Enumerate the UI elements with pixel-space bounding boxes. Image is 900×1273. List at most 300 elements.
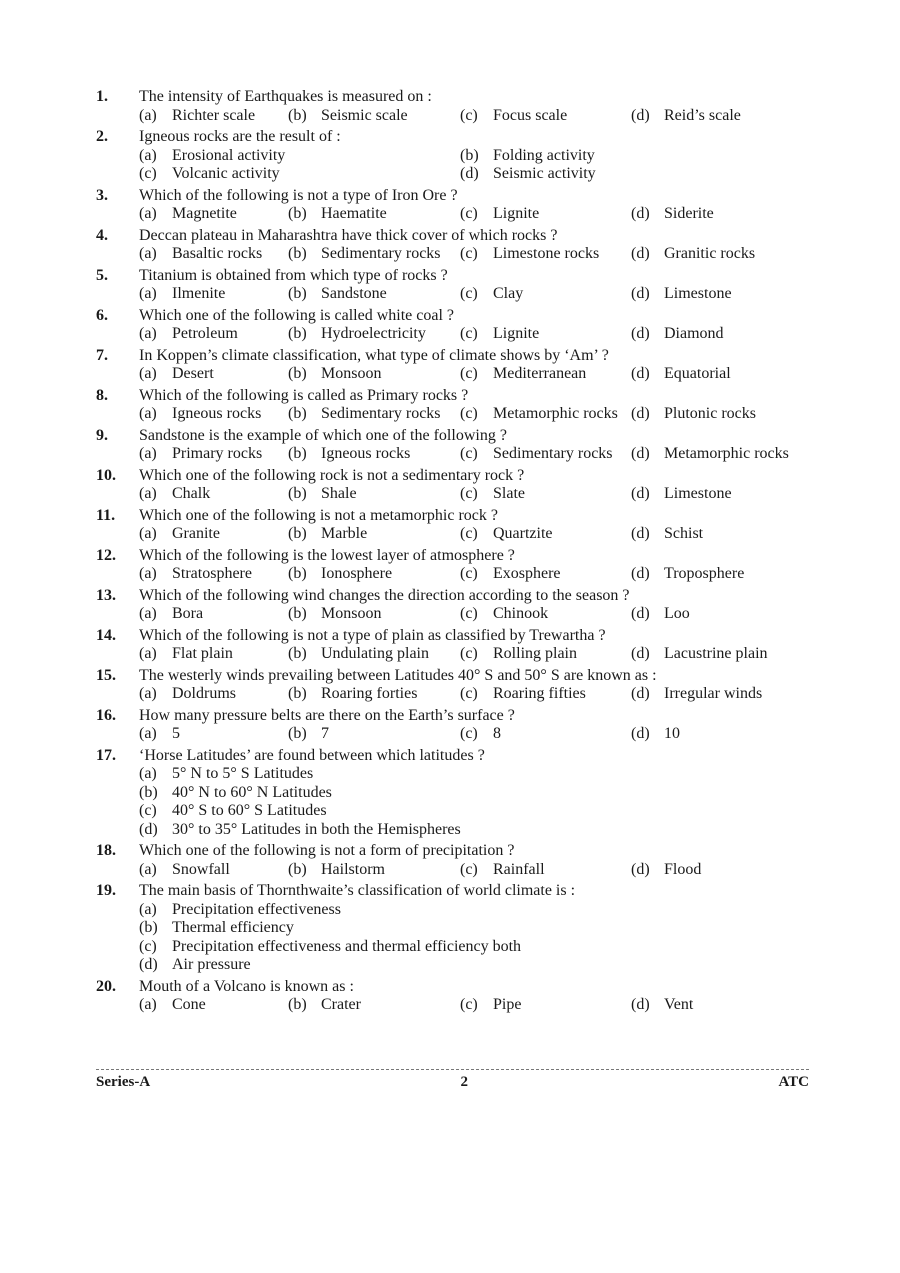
option-label: (b) bbox=[288, 996, 307, 1013]
option-item bbox=[288, 645, 460, 664]
option-text: Thermal efficiency bbox=[172, 919, 294, 936]
question-number: 3. bbox=[96, 186, 108, 204]
option-label: (b) bbox=[139, 919, 158, 936]
option-item bbox=[288, 685, 460, 704]
option-text: Mediterranean bbox=[493, 365, 587, 382]
option-label: (a) bbox=[139, 365, 157, 382]
option-item bbox=[460, 405, 631, 424]
option-label: (c) bbox=[139, 165, 157, 182]
option-item bbox=[139, 147, 460, 166]
option-label: (c) bbox=[460, 325, 478, 342]
option-text: Hydroelectricity bbox=[321, 325, 426, 342]
option-label: (d) bbox=[631, 205, 650, 222]
question-text: How many pressure belts are there on the Earth’s surface ? bbox=[139, 706, 515, 724]
paper-code: ATC bbox=[778, 1074, 809, 1090]
question-number: 2. bbox=[96, 128, 108, 145]
option-text: Reid’s scale bbox=[664, 106, 741, 124]
option-label: (d) bbox=[460, 165, 479, 182]
option-text: Sedimentary rocks bbox=[493, 445, 613, 462]
option-item bbox=[288, 325, 460, 344]
option-text: Monsoon bbox=[321, 365, 382, 382]
option-label: (a) bbox=[139, 405, 157, 422]
option-item bbox=[139, 485, 288, 504]
option-text: Magnetite bbox=[172, 205, 237, 222]
question-number: 7. bbox=[96, 346, 108, 364]
question-item bbox=[0, 387, 900, 424]
option-text: Lacustrine plain bbox=[664, 645, 768, 662]
option-text: Granite bbox=[172, 525, 220, 542]
option-item bbox=[288, 365, 460, 384]
option-text: Folding activity bbox=[493, 146, 595, 164]
option-label: (d) bbox=[631, 605, 650, 622]
option-label: (d) bbox=[631, 525, 650, 542]
option-item bbox=[460, 685, 631, 704]
option-item bbox=[631, 645, 768, 664]
option-item bbox=[288, 605, 460, 624]
option-label: (d) bbox=[631, 485, 650, 502]
option-label: (c) bbox=[460, 525, 478, 542]
question-text: Which of the following is the lowest layer of atmosphere ? bbox=[139, 546, 515, 564]
option-label: (b) bbox=[288, 525, 307, 542]
option-item bbox=[460, 605, 631, 624]
question-item bbox=[0, 347, 900, 384]
options-row bbox=[139, 325, 900, 344]
series-label: Series-A bbox=[96, 1074, 151, 1090]
question-text: In Koppen’s climate classification, what type of climate shows by ‘Am’ ? bbox=[139, 346, 609, 364]
question-item bbox=[0, 267, 900, 304]
option-item bbox=[460, 365, 631, 384]
option-text: Roaring fifties bbox=[493, 685, 586, 702]
option-item bbox=[631, 405, 756, 424]
option-item bbox=[460, 165, 596, 184]
option-text: Doldrums bbox=[172, 685, 236, 702]
option-label: (b) bbox=[288, 485, 307, 502]
option-item bbox=[139, 565, 288, 584]
option-item bbox=[460, 147, 595, 166]
option-text: Shale bbox=[321, 485, 357, 502]
option-label: (d) bbox=[631, 405, 650, 422]
option-item bbox=[631, 365, 731, 384]
options-row bbox=[139, 165, 900, 184]
option-item bbox=[139, 802, 900, 821]
option-label: (a) bbox=[139, 146, 157, 164]
option-text: Limestone bbox=[664, 285, 732, 302]
question-item bbox=[0, 128, 900, 184]
option-item bbox=[460, 445, 631, 464]
options-row bbox=[139, 485, 900, 504]
options-row bbox=[139, 685, 900, 704]
option-label: (c) bbox=[460, 205, 478, 222]
option-item bbox=[139, 405, 288, 424]
question-text: Mouth of a Volcano is known as : bbox=[139, 977, 354, 995]
option-text: Bora bbox=[172, 605, 204, 622]
options-row bbox=[139, 605, 900, 624]
option-text: Ionosphere bbox=[321, 565, 393, 582]
option-item bbox=[460, 285, 631, 304]
option-label: (a) bbox=[139, 525, 157, 542]
question-item bbox=[0, 667, 900, 704]
option-label: (d) bbox=[631, 325, 650, 342]
option-label: (a) bbox=[139, 605, 157, 622]
option-item bbox=[631, 725, 680, 744]
question-item bbox=[0, 978, 900, 1015]
option-item bbox=[139, 919, 900, 938]
option-item bbox=[139, 956, 900, 975]
question-number: 16. bbox=[96, 706, 116, 724]
option-label: (b) bbox=[288, 106, 307, 124]
option-text: Monsoon bbox=[321, 605, 382, 622]
option-item bbox=[139, 107, 288, 126]
option-text: Loo bbox=[664, 605, 690, 622]
option-item bbox=[631, 205, 714, 224]
options-list bbox=[139, 765, 900, 839]
question-number: 10. bbox=[96, 466, 116, 484]
option-text: 8 bbox=[493, 725, 501, 742]
option-item bbox=[460, 325, 631, 344]
option-label: (a) bbox=[139, 996, 157, 1013]
question-number: 6. bbox=[96, 306, 108, 324]
option-text: Focus scale bbox=[493, 106, 568, 124]
question-number: 19. bbox=[96, 882, 116, 899]
page-footer bbox=[96, 1069, 809, 1091]
option-item bbox=[139, 685, 288, 704]
option-item bbox=[631, 445, 789, 464]
option-text: Seismic activity bbox=[493, 165, 596, 182]
question-text: Which of the following is not a type of Iron Ore ? bbox=[139, 186, 458, 204]
question-item bbox=[0, 547, 900, 584]
option-text: Lignite bbox=[493, 205, 540, 222]
option-label: (b) bbox=[288, 245, 307, 262]
question-item bbox=[0, 307, 900, 344]
option-label: (b) bbox=[288, 285, 307, 302]
option-item bbox=[139, 525, 288, 544]
option-label: (c) bbox=[460, 645, 478, 662]
option-label: (b) bbox=[288, 645, 307, 662]
options-row bbox=[139, 861, 900, 880]
option-label: (d) bbox=[631, 245, 650, 262]
option-item bbox=[460, 996, 631, 1015]
options-row bbox=[139, 285, 900, 304]
option-text: Basaltic rocks bbox=[172, 245, 263, 262]
option-text: Clay bbox=[493, 285, 524, 302]
option-text: Stratosphere bbox=[172, 565, 252, 582]
option-text: Snowfall bbox=[172, 860, 230, 878]
option-item bbox=[139, 996, 288, 1015]
question-item bbox=[0, 227, 900, 264]
option-label: (d) bbox=[631, 685, 650, 702]
question-item bbox=[0, 747, 900, 840]
option-item bbox=[139, 645, 288, 664]
option-text: Hailstorm bbox=[321, 860, 385, 878]
question-text: Which one of the following is not a form of precipitation ? bbox=[139, 842, 515, 859]
option-text: Petroleum bbox=[172, 325, 238, 342]
option-label: (b) bbox=[288, 725, 307, 742]
question-item bbox=[0, 88, 900, 125]
question-number: 4. bbox=[96, 226, 108, 244]
options-row bbox=[139, 205, 900, 224]
option-item bbox=[288, 485, 460, 504]
option-label: (c) bbox=[139, 802, 157, 819]
option-item bbox=[288, 405, 460, 424]
option-item bbox=[631, 325, 724, 344]
option-text: Quartzite bbox=[493, 525, 553, 542]
question-number: 5. bbox=[96, 266, 108, 284]
option-label: (d) bbox=[631, 365, 650, 382]
option-label: (c) bbox=[460, 485, 478, 502]
question-text: The westerly winds prevailing between Latitudes 40° S and 50° S are known as : bbox=[139, 666, 657, 684]
option-label: (c) bbox=[460, 685, 478, 702]
option-item bbox=[139, 205, 288, 224]
option-text: Haematite bbox=[321, 205, 387, 222]
question-number: 1. bbox=[96, 88, 108, 105]
option-label: (a) bbox=[139, 685, 157, 702]
option-label: (a) bbox=[139, 106, 157, 124]
page-number: 2 bbox=[460, 1074, 469, 1090]
option-item bbox=[139, 165, 460, 184]
option-label: (c) bbox=[460, 860, 478, 878]
option-text: Pipe bbox=[493, 996, 522, 1013]
question-text: Deccan plateau in Maharashtra have thick cover of which rocks ? bbox=[139, 226, 558, 244]
option-label: (c) bbox=[460, 405, 478, 422]
option-text: Troposphere bbox=[664, 565, 745, 582]
question-item bbox=[0, 187, 900, 224]
option-label: (a) bbox=[139, 860, 157, 878]
question-text: Igneous rocks are the result of : bbox=[139, 128, 341, 145]
option-item bbox=[460, 525, 631, 544]
option-text: Marble bbox=[321, 525, 368, 542]
option-item bbox=[288, 245, 460, 264]
option-label: (b) bbox=[288, 605, 307, 622]
question-text: Which of the following is not a type of plain as classified by Trewartha ? bbox=[139, 626, 606, 644]
option-item bbox=[631, 525, 703, 544]
option-item bbox=[631, 285, 732, 304]
option-text: Igneous rocks bbox=[172, 405, 262, 422]
question-text: Which one of the following is not a metamorphic rock ? bbox=[139, 506, 499, 524]
question-number: 15. bbox=[96, 666, 116, 684]
option-text: Volcanic activity bbox=[172, 165, 280, 182]
option-label: (a) bbox=[139, 445, 157, 462]
question-text: Sandstone is the example of which one of the following ? bbox=[139, 426, 507, 444]
options-row bbox=[139, 645, 900, 664]
option-item bbox=[288, 725, 460, 744]
question-text: Which one of the following rock is not a sedimentary rock ? bbox=[139, 466, 525, 484]
option-text: Siderite bbox=[664, 205, 714, 222]
option-text: Limestone rocks bbox=[493, 245, 600, 262]
option-text: Flat plain bbox=[172, 645, 233, 662]
option-item bbox=[460, 107, 631, 126]
option-label: (b) bbox=[460, 146, 479, 164]
option-text: Granitic rocks bbox=[664, 245, 756, 262]
option-label: (b) bbox=[288, 685, 307, 702]
option-label: (b) bbox=[288, 445, 307, 462]
option-item bbox=[139, 365, 288, 384]
option-label: (d) bbox=[631, 106, 650, 124]
option-label: (a) bbox=[139, 485, 157, 502]
question-number: 20. bbox=[96, 977, 116, 995]
question-item bbox=[0, 707, 900, 744]
option-item bbox=[631, 685, 762, 704]
option-text: Erosional activity bbox=[172, 146, 286, 164]
option-item bbox=[139, 765, 900, 784]
question-item bbox=[0, 842, 900, 879]
question-text: The intensity of Earthquakes is measured on : bbox=[139, 88, 432, 105]
option-item bbox=[139, 445, 288, 464]
question-number: 17. bbox=[96, 746, 116, 764]
option-label: (d) bbox=[631, 565, 650, 582]
question-number: 11. bbox=[96, 506, 116, 524]
option-item bbox=[631, 605, 690, 624]
option-item bbox=[288, 861, 460, 880]
option-label: (c) bbox=[460, 445, 478, 462]
option-text: Rolling plain bbox=[493, 645, 577, 662]
option-label: (b) bbox=[139, 783, 158, 801]
question-number: 12. bbox=[96, 546, 116, 564]
option-item bbox=[139, 325, 288, 344]
option-label: (d) bbox=[139, 956, 158, 973]
option-item bbox=[288, 996, 460, 1015]
question-item bbox=[0, 427, 900, 464]
option-text: Limestone bbox=[664, 485, 732, 502]
option-item bbox=[460, 245, 631, 264]
option-text: Ilmenite bbox=[172, 285, 226, 302]
option-text: Undulating plain bbox=[321, 645, 429, 662]
option-label: (a) bbox=[139, 565, 157, 582]
option-text: Cone bbox=[172, 996, 206, 1013]
option-item bbox=[139, 938, 900, 957]
option-label: (a) bbox=[139, 325, 157, 342]
option-item bbox=[139, 861, 288, 880]
options-row bbox=[139, 525, 900, 544]
option-item bbox=[139, 245, 288, 264]
options-row bbox=[139, 147, 900, 166]
option-label: (c) bbox=[460, 725, 478, 742]
option-text: Crater bbox=[321, 996, 361, 1013]
option-label: (c) bbox=[460, 285, 478, 302]
option-text: Sandstone bbox=[321, 285, 387, 302]
option-label: (b) bbox=[288, 205, 307, 222]
question-item bbox=[0, 587, 900, 624]
option-text: Vent bbox=[664, 996, 694, 1013]
option-item bbox=[460, 645, 631, 664]
option-item bbox=[288, 565, 460, 584]
option-label: (a) bbox=[139, 725, 157, 742]
option-text: 5° N to 5° S Latitudes bbox=[172, 765, 314, 782]
question-text: ‘Horse Latitudes’ are found between which latitudes ? bbox=[139, 746, 485, 764]
option-text: Sedimentary rocks bbox=[321, 405, 441, 422]
option-item bbox=[460, 485, 631, 504]
option-text: 40° S to 60° S Latitudes bbox=[172, 802, 327, 819]
option-label: (d) bbox=[631, 996, 650, 1013]
option-text: 30° to 35° Latitudes in both the Hemispheres bbox=[172, 820, 461, 838]
question-text: Titanium is obtained from which type of rocks ? bbox=[139, 266, 448, 284]
option-label: (d) bbox=[631, 860, 650, 878]
option-label: (b) bbox=[288, 860, 307, 878]
option-item bbox=[139, 285, 288, 304]
option-label: (c) bbox=[460, 565, 478, 582]
option-item bbox=[460, 861, 631, 880]
option-item bbox=[288, 107, 460, 126]
option-text: Irregular winds bbox=[664, 685, 763, 702]
options-row bbox=[139, 107, 900, 126]
question-number: 8. bbox=[96, 386, 108, 404]
options-row bbox=[139, 445, 900, 464]
option-label: (b) bbox=[288, 365, 307, 382]
question-item bbox=[0, 882, 900, 975]
option-text: 5 bbox=[172, 725, 180, 742]
option-text: Flood bbox=[664, 860, 702, 878]
option-label: (c) bbox=[460, 106, 478, 124]
option-label: (b) bbox=[288, 405, 307, 422]
option-label: (a) bbox=[139, 205, 157, 222]
option-text: Sedimentary rocks bbox=[321, 245, 441, 262]
option-label: (a) bbox=[139, 245, 157, 262]
option-label: (c) bbox=[460, 365, 478, 382]
option-text: Precipitation effectiveness and thermal efficiency both bbox=[172, 937, 522, 955]
option-text: Seismic scale bbox=[321, 106, 408, 124]
option-text: Roaring forties bbox=[321, 685, 418, 702]
option-label: (c) bbox=[139, 937, 157, 955]
option-item bbox=[460, 725, 631, 744]
option-item bbox=[288, 205, 460, 224]
question-text: Which of the following wind changes the direction according to the season ? bbox=[139, 586, 630, 604]
option-label: (c) bbox=[460, 605, 478, 622]
option-text: 40° N to 60° N Latitudes bbox=[172, 783, 332, 801]
option-text: Desert bbox=[172, 365, 214, 382]
option-label: (d) bbox=[631, 725, 650, 742]
options-row bbox=[139, 365, 900, 384]
option-text: Diamond bbox=[664, 325, 724, 342]
question-number: 13. bbox=[96, 586, 116, 604]
option-label: (c) bbox=[460, 996, 478, 1013]
option-text: Slate bbox=[493, 485, 525, 502]
option-label: (d) bbox=[631, 285, 650, 302]
option-text: 10 bbox=[664, 725, 680, 742]
option-text: Air pressure bbox=[172, 956, 251, 973]
option-text: Equatorial bbox=[664, 365, 731, 382]
option-label: (a) bbox=[139, 765, 157, 782]
option-item bbox=[460, 565, 631, 584]
question-number: 14. bbox=[96, 626, 116, 644]
option-item bbox=[139, 605, 288, 624]
option-label: (b) bbox=[288, 565, 307, 582]
options-row bbox=[139, 245, 900, 264]
option-label: (d) bbox=[631, 445, 650, 462]
option-text: Chalk bbox=[172, 485, 211, 502]
option-item bbox=[631, 107, 741, 126]
options-row bbox=[139, 565, 900, 584]
options-row bbox=[139, 996, 900, 1015]
option-text: Plutonic rocks bbox=[664, 405, 756, 422]
question-number: 9. bbox=[96, 426, 108, 444]
options-row bbox=[139, 725, 900, 744]
option-item bbox=[288, 445, 460, 464]
option-text: Primary rocks bbox=[172, 445, 263, 462]
question-item bbox=[0, 627, 900, 664]
option-item bbox=[631, 245, 755, 264]
question-sheet bbox=[0, 88, 900, 1018]
option-label: (c) bbox=[460, 245, 478, 262]
option-label: (d) bbox=[139, 820, 158, 838]
option-text: Chinook bbox=[493, 605, 549, 622]
question-item bbox=[0, 467, 900, 504]
question-text: The main basis of Thornthwaite’s classification of world climate is : bbox=[139, 882, 576, 899]
question-text: Which one of the following is called white coal ? bbox=[139, 306, 455, 324]
option-item bbox=[139, 901, 900, 920]
option-text: Igneous rocks bbox=[321, 445, 411, 462]
option-text: Lignite bbox=[493, 325, 540, 342]
option-label: (a) bbox=[139, 900, 157, 918]
option-item bbox=[460, 205, 631, 224]
